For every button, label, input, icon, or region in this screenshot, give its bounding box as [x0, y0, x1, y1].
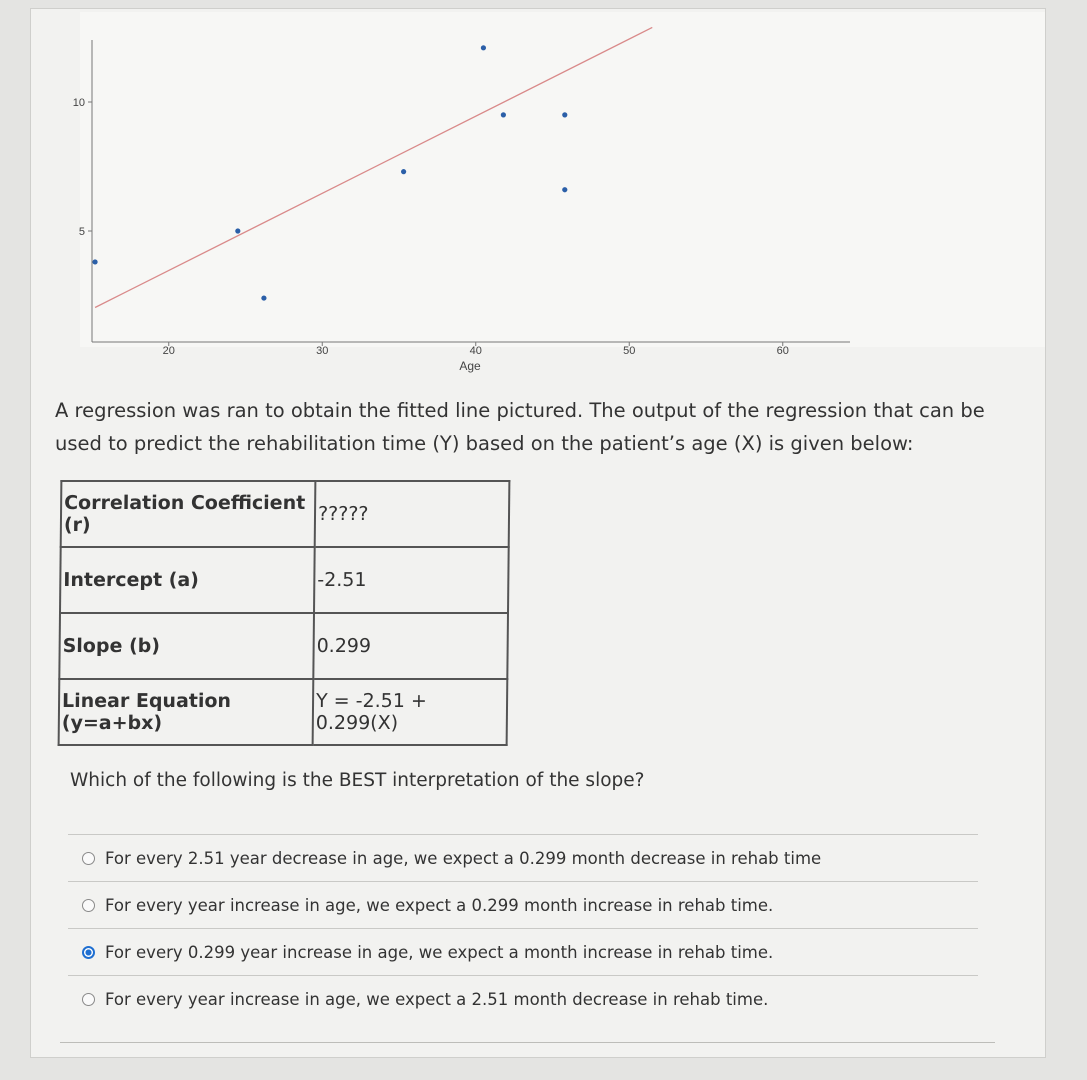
answer-option-3[interactable]: [68, 928, 978, 975]
y-tick-label: 10: [72, 97, 85, 109]
data-point: [562, 187, 567, 192]
option-label: For every year increase in age, we expect a 0.299 month increase in rehab time.: [105, 895, 774, 915]
option-label: For every 0.299 year increase in age, we expect a month increase in rehab time.: [105, 942, 774, 962]
row-label: Linear Equation (y=a+bx): [59, 679, 314, 745]
row-label: Intercept (a): [60, 547, 315, 613]
row-label: Correlation Coefficient (r): [61, 481, 316, 547]
x-tick-label: 30: [316, 345, 329, 357]
radio-button-icon[interactable]: [82, 899, 95, 912]
data-point: [501, 112, 506, 117]
data-point: [235, 228, 240, 233]
x-tick-label: 60: [776, 345, 789, 357]
table-row: [61, 481, 510, 547]
scatter-chart: [0, 0, 1087, 390]
data-point: [562, 112, 567, 117]
data-point: [481, 45, 486, 50]
answer-option-1[interactable]: [68, 834, 978, 881]
answer-options: [68, 834, 978, 1022]
row-label: Slope (b): [59, 613, 314, 679]
plot-area: [80, 12, 1045, 347]
data-point: [401, 169, 406, 174]
scatter-plot-svg: [0, 0, 1087, 390]
question-prompt: Which of the following is the BEST interpretation of the slope?: [70, 770, 645, 791]
row-value: 0.299: [313, 613, 508, 679]
data-point: [261, 295, 266, 300]
y-tick-label: 5: [78, 226, 85, 238]
row-value: ?????: [315, 481, 510, 547]
x-tick-label: 50: [623, 345, 636, 357]
x-tick-label: 20: [162, 345, 175, 357]
answer-option-4[interactable]: [68, 975, 978, 1022]
table-row: [59, 613, 508, 679]
option-label: For every year increase in age, we expect a 2.51 month decrease in rehab time.: [105, 989, 769, 1009]
question-intro: A regression was ran to obtain the fitted line pictured. The output of the regression that can be used to predict the rehabilitation time (Y) based on the patient’s age (X) is given below:: [55, 399, 985, 455]
answer-option-2[interactable]: [68, 881, 978, 928]
radio-button-icon[interactable]: [82, 946, 95, 959]
radio-button-icon[interactable]: [82, 852, 95, 865]
radio-button-icon[interactable]: [82, 993, 95, 1006]
row-value: Y = -2.51 + 0.299(X): [313, 679, 508, 745]
x-tick-label: 40: [469, 345, 482, 357]
regression-output-table: [58, 480, 511, 746]
row-value: -2.51: [314, 547, 509, 613]
table-row: [59, 679, 508, 745]
x-axis-label: Age: [459, 359, 481, 373]
divider: [60, 1042, 995, 1043]
data-point: [92, 259, 97, 264]
option-label: For every 2.51 year decrease in age, we expect a 0.299 month decrease in rehab time: [105, 848, 822, 868]
table-row: [60, 547, 509, 613]
